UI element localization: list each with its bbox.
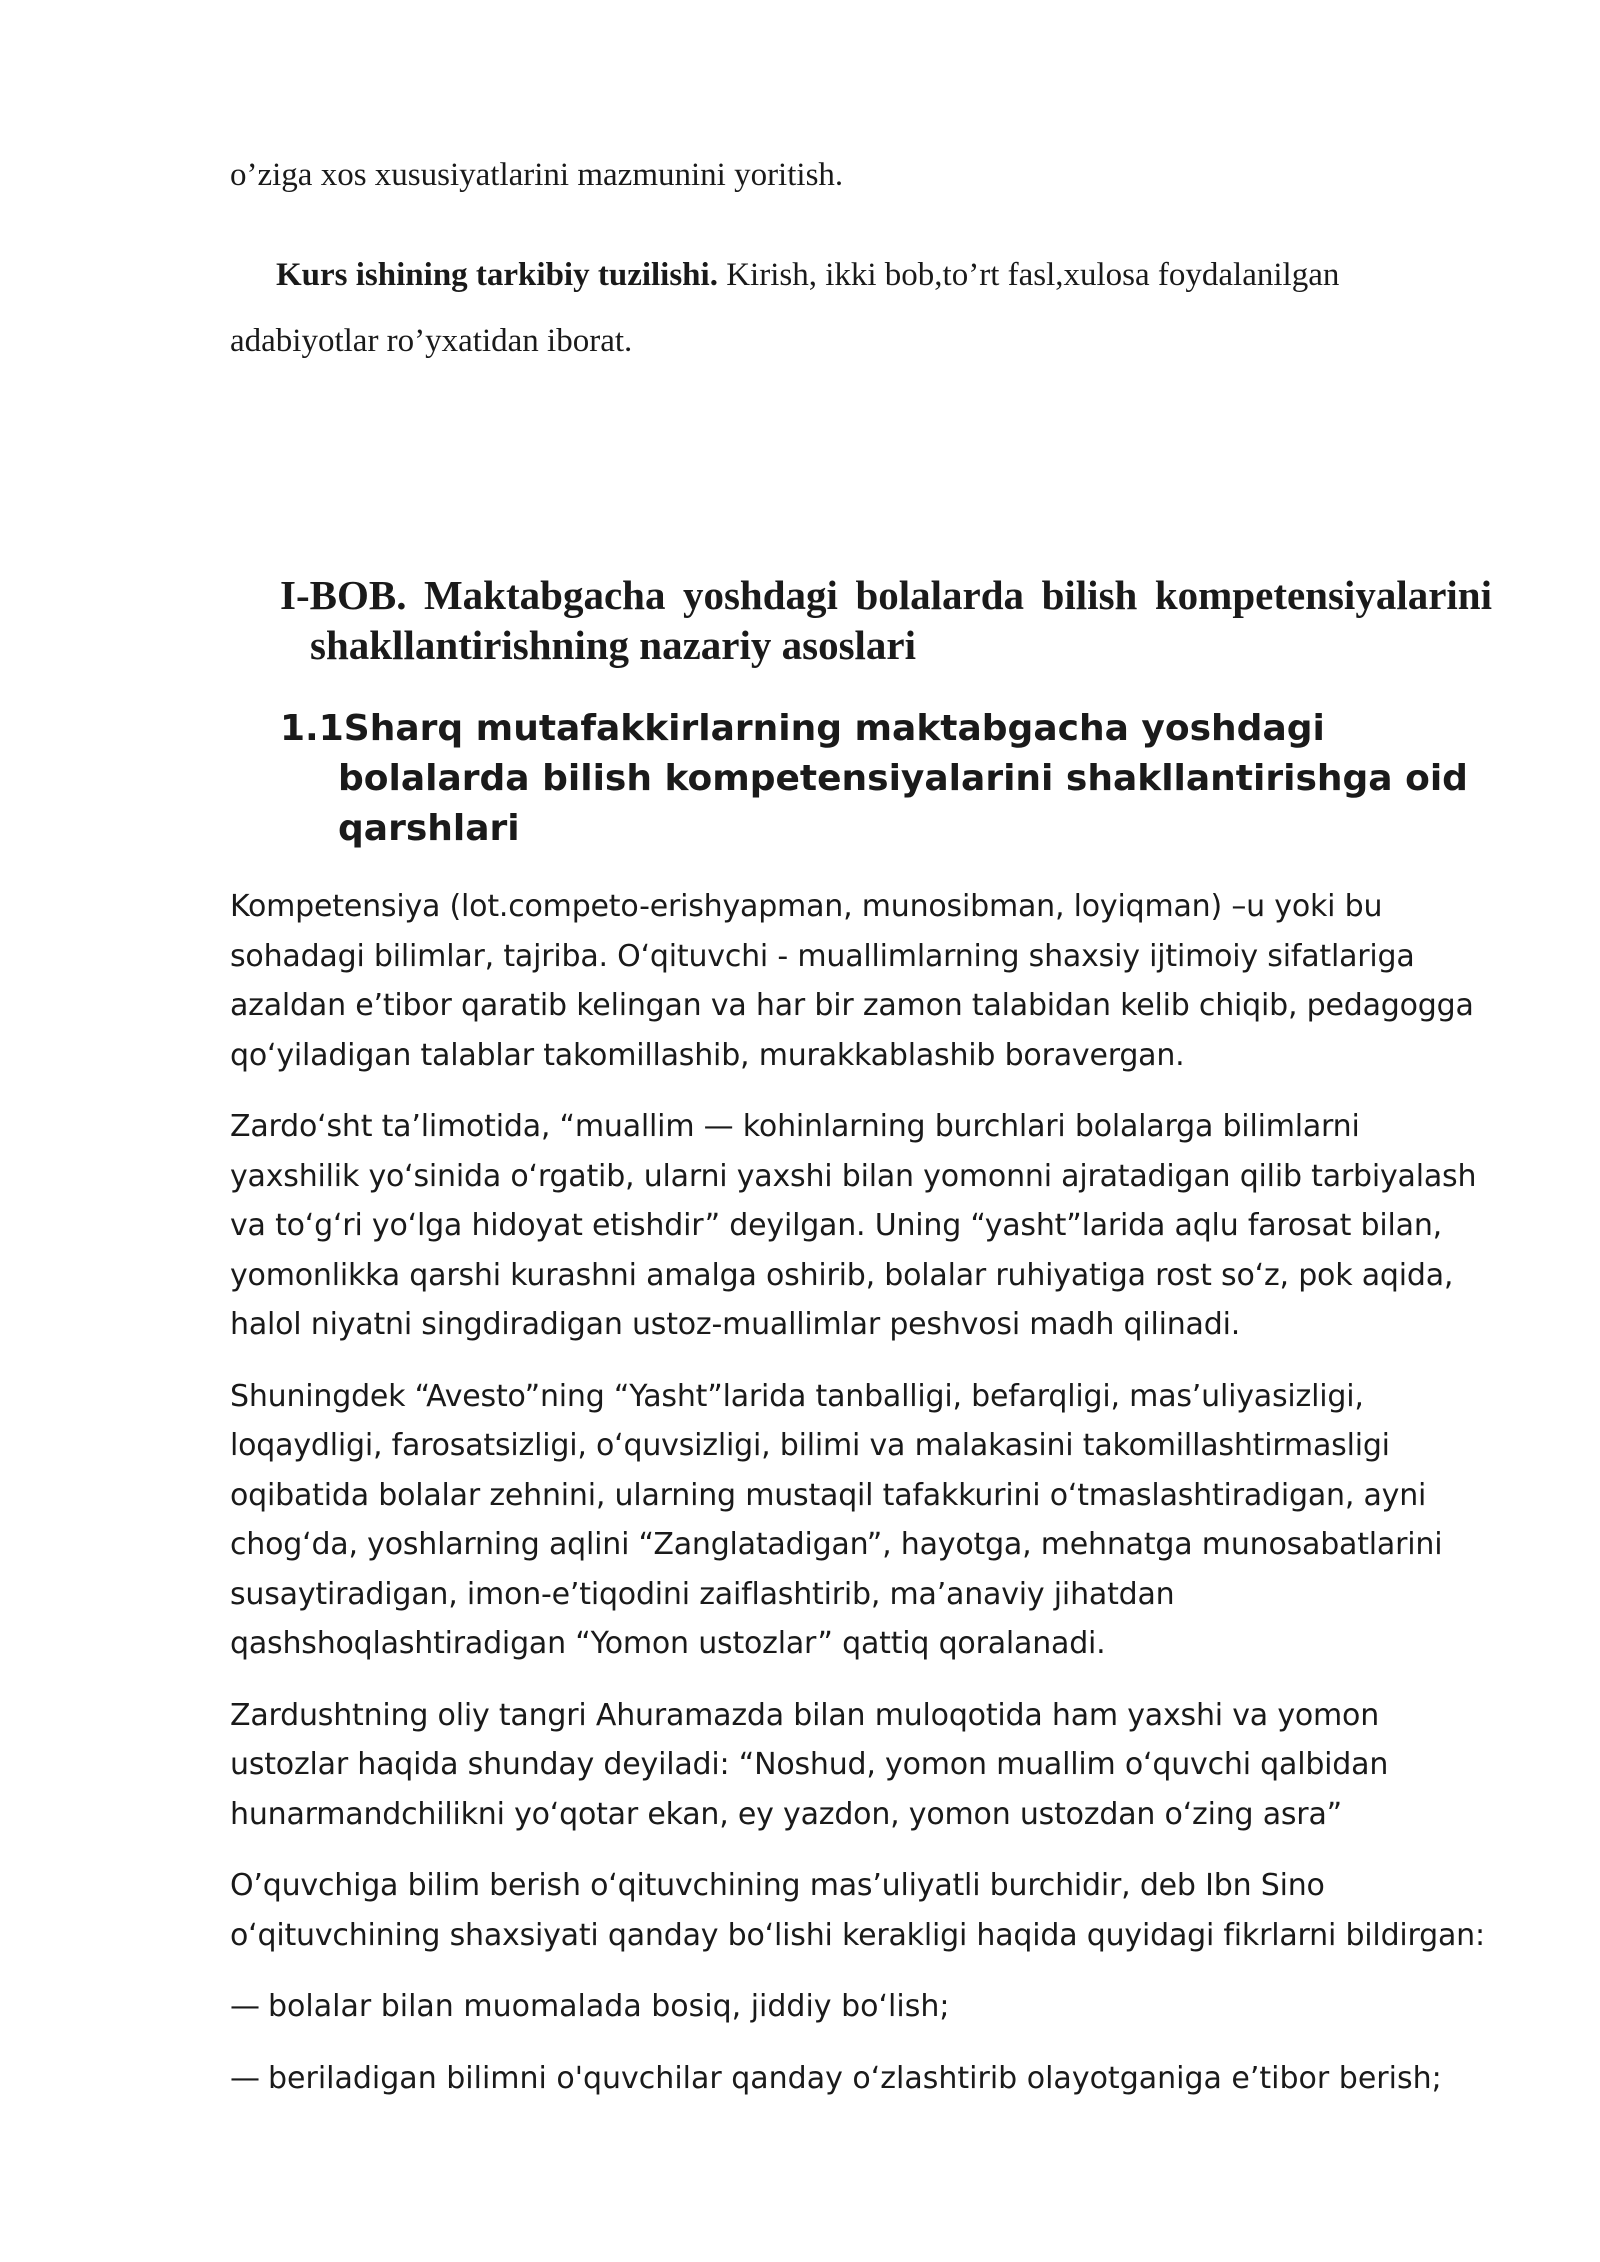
chapter-title-part2: shakllantirishning nazariy asoslari bbox=[310, 622, 917, 668]
structure-text: Kirish, ikki bob,to’rt fasl,xulosa foydalanilgan adabiyotlar ro’yxatidan iborat. bbox=[230, 257, 1340, 359]
chapter-title bbox=[230, 570, 1492, 670]
section-title: 1.1Sharq mutafakkirlarning maktabgacha yoshdagi bolalarda bilish kompetensiyalarini shakllantirishga oid qarshlari bbox=[280, 708, 1468, 849]
chapter-title-part1: I-BOB. Maktabgacha yoshdagi bolalarda bilish kompetensiyalarini bbox=[280, 572, 1492, 618]
bullet-marker: — bbox=[230, 1989, 260, 2024]
document-page bbox=[230, 150, 1492, 2103]
bullet-item-2 bbox=[230, 2054, 1492, 2104]
paragraph-2: Zardoʻsht ta’limotida, “muallim — kohinlarning burchlari bolalarga bilimlarni yaxshilik yoʻsinida oʻrgatib, ularni yaxshi bilan yomonni ajratadigan qilib tarbiyalash va toʻgʻri yoʻlga hidoyat etishdir” deyilgan. Uning “yasht”larida aqlu farosat bilan, yomonlikka qarshi kurashni amalga oshirib, bolalar ruhiyatiga rost soʻz, pok aqida, halol niyatni singdiradigan ustoz-muallimlar peshvosi madh qilinadi. bbox=[230, 1109, 1477, 1342]
structure-paragraph bbox=[230, 242, 1492, 374]
bullet-text: beriladigan bilimni o'quvchilar qanday oʻzlashtirib olayotganiga e’tibor berish; bbox=[268, 2060, 1442, 2096]
bullet-item-1 bbox=[230, 1982, 1492, 2032]
bullet-text: bolalar bilan muomalada bosiq, jiddiy boʻlish; bbox=[268, 1989, 950, 2024]
paragraph-4: Zardushtning oliy tangri Ahuramazda bilan muloqotida ham yaxshi va yomon ustozlar haqida shunday deyiladi: “Noshud, yomon muallim oʻquvchi qalbidan hunarmandchilikni yoʻqotar ekan, ey yazdon, yomon ustozdan oʻzing asra” bbox=[230, 1697, 1389, 1832]
paragraph-1: Kompetensiya (lot.competo-erishyapman, munosibman, loyiqman) –u yoki bu sohadagi bilimlar, tajriba. Oʻqituvchi - muallimlarning shaxsiy ijtimoiy sifatlariga azaldan e’tibor qaratib kelingan va har bir zamon talabidan kelib chiqib, pedagogga qoʻyiladigan talablar takomillashib, murakkablashib boravergan. bbox=[230, 889, 1474, 1073]
structure-label: Kurs ishining tarkibiy tuzilishi. bbox=[276, 257, 718, 293]
bullet-marker: — bbox=[230, 2060, 260, 2096]
paragraph-3: Shuningdek “Avesto”ning “Yasht”larida tanballigi, befarqligi, mas’uliyasizligi, loqaydligi, farosatsizligi, oʻquvsizligi, bilimi va malakasini takomillashtirmasligi oqibatida bolalar zehnini, ularning mustaqil tafakkurini oʻtmaslashtiradigan, ayni chogʻda, yoshlarning aqlini “Zanglatadigan”, hayotga, mehnatga munosabatlarini susaytiradigan, imon-e’tiqodini zaiflashtirib, ma’anaviy jihatdan qashshoqlashtiradigan “Yomon ustozlar” qattiq qoralanadi. bbox=[230, 1378, 1443, 1661]
paragraph-5: O’quvchiga bilim berish oʻqituvchining mas’uliyatli burchidir, deb Ibn Sino oʻqituvchining shaxsiyati qanday boʻlishi kerakligi haqida quyidagi fikrlarni bildirgan: bbox=[230, 1868, 1485, 1953]
intro-line: o’ziga xos xususiyatlarini mazmunini yoritish. bbox=[230, 157, 844, 193]
